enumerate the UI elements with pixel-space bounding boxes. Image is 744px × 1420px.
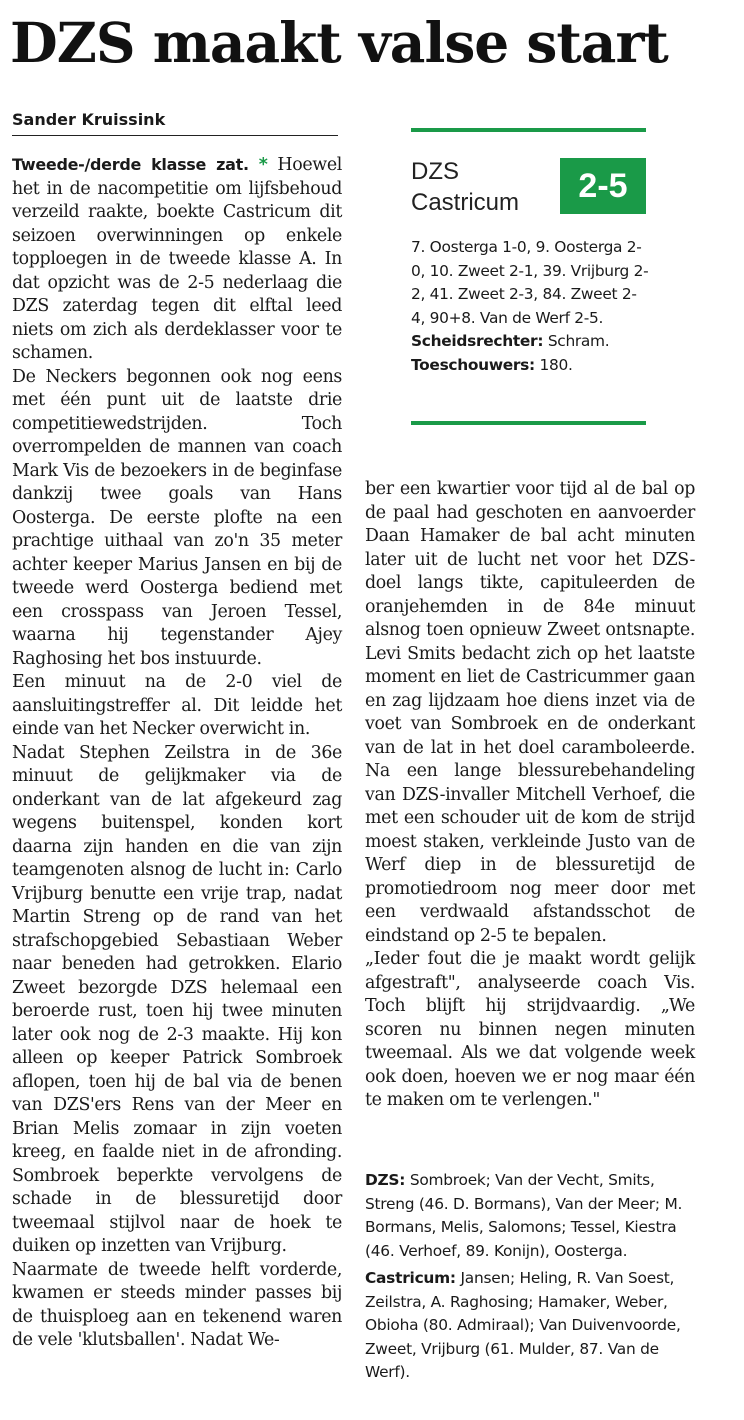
attendance-label: Toeschouwers: — [411, 355, 535, 374]
scorebox-details — [411, 236, 649, 377]
away-lineup-text: Jansen; Heling, R. Van Soest, Zeilstra, A. Raghosing; Hamaker, Weber, Obioha (80. Admiraal); Van Duivenvoorde, Zweet, Vrijburg (61. Mulder, 87. Van de Werf). — [365, 1269, 681, 1381]
scorebox-away-team: Castricum — [411, 189, 520, 216]
lineups — [365, 1169, 695, 1389]
home-lineup-text: Sombroek; Van der Vecht, Smits, Streng (46. D. Bormans), Van der Meer; M. Bormans, Melis, Salomons; Tessel, Kiestra (46. Verhoef, 89. Konijn), Oosterga. — [365, 1171, 683, 1260]
home-lineup — [365, 1169, 695, 1263]
body-paragraph: De Neckers begonnen ook nog eens met één punt uit de laatste drie competitiewedstrijden. Toch overrompelden de mannen van coach Mark Vis de bezoekers in de beginfase dankzij twee goals van Hans Oosterga. De eerste plofte na een prachtige uithaal van zo'n 35 meter achter keeper Marius Jansen en bij de tweede werd Oosterga bediend met een crosspass van Jeroen Tessel, waarna hij tegenstander Ajey Raghosing het bos instuurde. — [12, 366, 342, 669]
byline-divider — [12, 135, 338, 136]
attendance-value: 180. — [539, 355, 573, 374]
headline: DZS maakt valse start — [10, 10, 668, 75]
scorebox-home-team: DZS — [411, 158, 459, 185]
kicker-star-icon: * — [258, 155, 268, 175]
article-column-2 — [365, 478, 695, 1113]
body-paragraph: ber een kwartier voor tijd al de bal op de paal had geschoten en aanvoerder Daan Hamaker de bal acht minuten later uit de lucht net voor het DZS-doel langs tikte, capituleerden de oranjehemden in de 84e minuut alsnog toen opnieuw Zweet ontsnapte. Levi Smits bedacht zich op het laatste moment en liet de Castricummer gaan en zag lijdzaam hoe diens inzet via de voet van Sombroek en de onderkant van de lat in het doel caramboleerde. Na een lange blessurebehandeling van DZS-invaller Mitchell Verhoef, die met een schouder uit de kom de strijd moest staken, verkleinde Justo van de Werf diep in de blessuretijd de promotiedroom nog meer door met een verdwaald afstandsschot de eindstand op 2-5 te bepalen. — [365, 479, 695, 946]
away-lineup-label: Castricum: — [365, 1269, 456, 1287]
body-paragraph: Naarmate de tweede helft vorderde, kwamen er steeds minder passes bij de thuisploeg aan en tekenend waren de vele 'klutsballen'. Nadat We- — [12, 1259, 342, 1350]
body-paragraph: Een minuut na de 2-0 viel de aansluitingstreffer al. Dit leidde het einde van het Necker overwicht in. — [12, 672, 342, 739]
byline: Sander Kruissink — [12, 110, 166, 129]
article-column-1 — [12, 153, 342, 1353]
scorebox-top-rule — [411, 128, 646, 132]
lead-paragraph — [12, 153, 342, 366]
kicker: Tweede-/derde klasse zat. — [12, 155, 249, 174]
body-paragraph: Nadat Stephen Zeilstra in de 36e minuut de gelijkmaker via de onderkant van de lat afgekeurd zag wegens buitenspel, konden kort daarna zijn handen en die van zijn teamgenoten alsnog de lucht in: Carlo Vrijburg benutte een vrije trap, nadat Martin Streng op de rand van het strafschopgebied Sebastiaan Weber naar beneden had getrokken. Elario Zweet bezorgde DZS helemaal een beroerde rust, toen hij twee minuten later ook nog de 2-3 maakte. Hij kon alleen op keeper Patrick Sombroek aflopen, toen hij de bal via de benen van DZS'ers Rens van der Meer en Brian Melis zomaar in zijn voeten kreeg, en faalde niet in de afronding. Sombroek beperkte vervolgens de schade in de blessuretijd door tweemaal stijlvol naar de hoek te duiken op inzetten van Vrijburg. — [12, 742, 342, 1256]
scorebox-bottom-rule — [411, 421, 646, 425]
score-badge: 2-5 — [560, 158, 646, 214]
home-lineup-label: DZS: — [365, 1171, 406, 1189]
goal-list: 7. Oosterga 1-0, 9. Oosterga 2-0, 10. Zweet 2-1, 39. Vrijburg 2-2, 41. Zweet 2-3, 84. Zweet 2-4, 90+8. Van de Werf 2-5. — [411, 238, 649, 327]
quote-paragraph: „Ieder fout die je maakt wordt gelijk afgestraft", analyseerde coach Vis. Toch blijft hij strijdvaardig. „We scoren nu binnen negen minuten tweemaal. Als we dat volgende week ook doen, hoeven we er nog maar één te maken om te verlengen." — [365, 949, 695, 1110]
referee-value: Schram. — [547, 332, 610, 350]
away-lineup — [365, 1267, 695, 1385]
referee-label: Scheidsrechter: — [411, 332, 544, 350]
lead-text: Hoewel het in de nacompetitie om lijfsbehoud verzeild raakte, boekte Castricum dit seizoen overwinningen op enkele topploegen in de tweede klasse A. In dat opzicht was de 2-5 nederlaag die DZS zaterdag tegen dit elftal leed niets om zich als derdeklasser voor te schamen. — [12, 155, 342, 363]
